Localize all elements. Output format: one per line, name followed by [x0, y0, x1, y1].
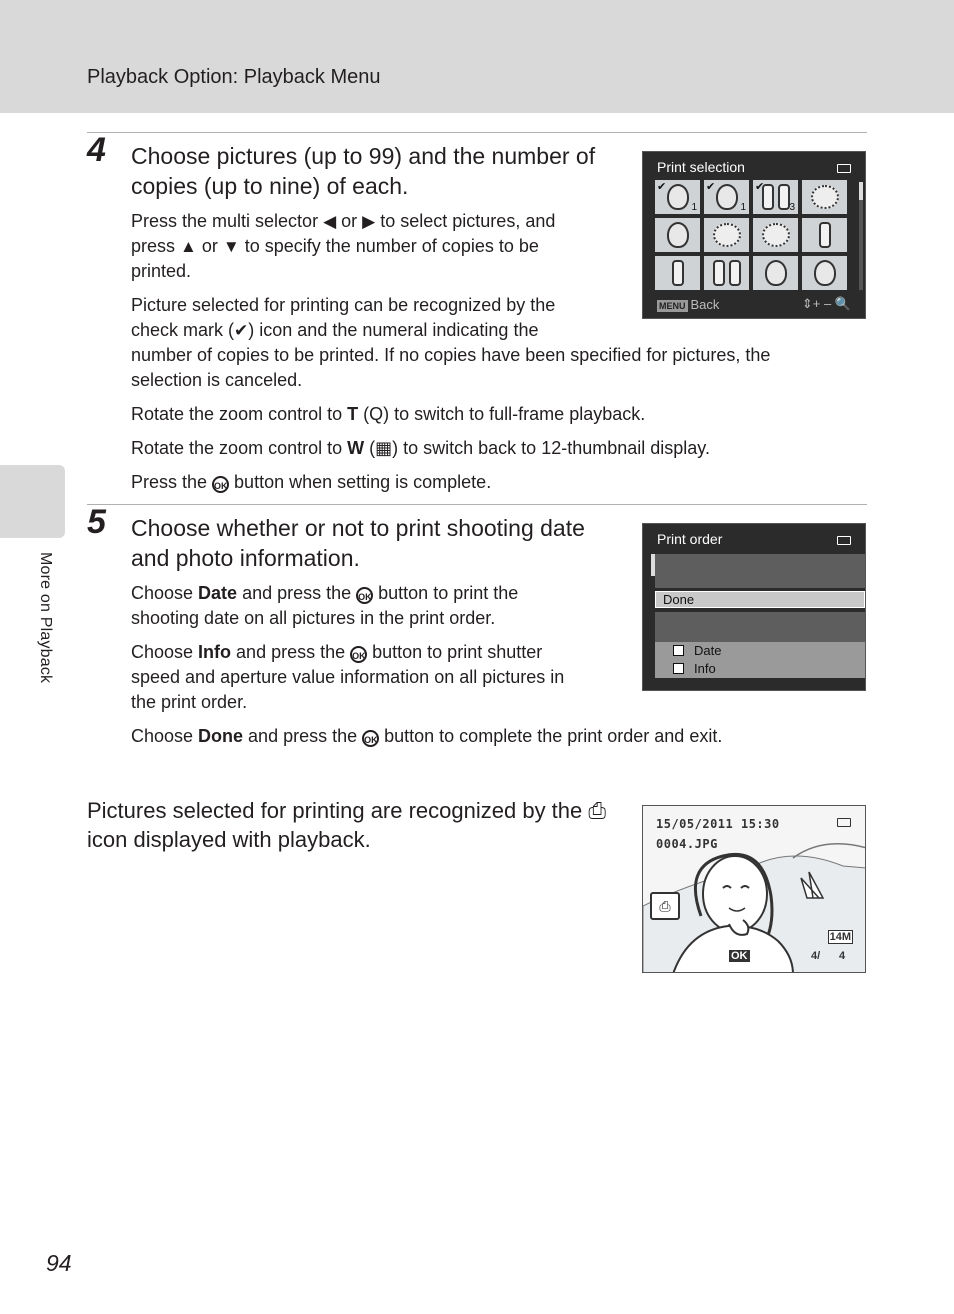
zoom-wide-icon: W — [347, 438, 365, 458]
playback-zoom-icon: Q — [369, 404, 384, 424]
step-5-paragraph-1: Choose Date and press the OK button to print the shooting date on all pictures in the print order. — [131, 583, 519, 628]
thumbnail[interactable] — [655, 256, 700, 290]
back-hint: MENU Back — [659, 297, 720, 312]
page-number: 94 — [46, 1250, 72, 1276]
step-4-paragraph-5: Press the OK button when setting is complete. — [131, 472, 492, 492]
total-frames: 4 — [839, 950, 846, 962]
step-4-title: Choose pictures (up to 99) and the number of copies (up to nine) of each. — [131, 143, 596, 199]
ok-button-icon: OK — [356, 587, 373, 604]
step-4-paragraph-1: Press the multi selector ◀ or ▶ to select pictures, and press ▲ or ▼ to specify the number of copies to be printed. — [131, 211, 556, 281]
ok-button-icon: OK — [350, 646, 367, 663]
copy-count: 1 — [740, 202, 746, 213]
check-mark-icon: ✔ — [657, 181, 667, 193]
step-number-5: 5 — [87, 503, 106, 541]
check-mark-icon: ✔ — [706, 181, 716, 193]
done-option[interactable]: Done — [655, 591, 865, 608]
image-size-badge: 14M — [829, 931, 851, 943]
thumbnail[interactable] — [704, 180, 749, 214]
divider — [87, 132, 867, 133]
ok-button-icon: OK — [212, 476, 229, 493]
print-selection-screen — [642, 151, 866, 319]
thumbnail[interactable] — [802, 256, 847, 290]
info-option[interactable]: Info — [673, 661, 716, 676]
multi-selector-left-icon: ◀ — [323, 212, 337, 231]
multi-selector-right-icon: ▶ — [362, 212, 376, 231]
thumbnail[interactable] — [704, 218, 749, 252]
step-4-paragraph-3: Rotate the zoom control to T (Q) to switch to full-frame playback. — [131, 404, 646, 424]
step-5-paragraph-3: Choose Done and press the OK button to complete the print order and exit. — [131, 726, 723, 746]
copy-count: 3 — [789, 202, 795, 213]
thumbnail-icon: ▦ — [375, 438, 393, 458]
ok-button-icon: OK — [731, 950, 748, 962]
zoom-hint: ⇕+ – 🔍 — [801, 296, 851, 311]
checkbox[interactable] — [673, 663, 684, 674]
menu-spacer — [655, 612, 865, 642]
step-4-paragraph-2: Picture selected for printing can be recognized by the check mark (✔) icon and the numeral indicating the number of copies to be printed. If no copies have been specified for pictures, the selection is canceled. — [131, 295, 771, 390]
copy-count: 1 — [691, 202, 697, 213]
thumbnail[interactable] — [704, 256, 749, 290]
portrait-photo — [643, 806, 866, 973]
divider — [87, 504, 867, 505]
thumbnail[interactable] — [753, 256, 798, 290]
scrollbar[interactable] — [859, 182, 863, 290]
screen-title: Print selection — [657, 159, 745, 175]
step-4-paragraph-4: Rotate the zoom control to W (▦) to switch back to 12-thumbnail display. — [131, 438, 710, 458]
frame-number: 4/ — [811, 950, 821, 962]
step-5-title: Choose whether or not to print shooting date and photo information. — [131, 515, 585, 571]
thumbnail-grid — [655, 180, 851, 291]
thumbnail[interactable] — [655, 180, 700, 214]
print-order-icon: ⎙ — [588, 798, 606, 823]
menu-button-icon: MENU — [659, 301, 686, 311]
thumbnail[interactable] — [802, 180, 847, 214]
date-time-stamp: 15/05/2011 15:30 — [656, 817, 780, 831]
check-mark-icon: ✔ — [234, 321, 249, 340]
thumbnail[interactable] — [753, 218, 798, 252]
options-panel — [655, 642, 865, 678]
magnifier-icon: 🔍 — [834, 296, 851, 311]
multi-selector-down-icon: ▼ — [222, 237, 240, 256]
screen-title: Print order — [657, 531, 723, 547]
battery-icon — [837, 818, 851, 827]
header-band — [0, 0, 954, 113]
date-option[interactable]: Date — [673, 643, 721, 658]
thumbnail[interactable] — [655, 218, 700, 252]
print-icon-note: Pictures selected for printing are recognized by the ⎙ icon displayed with playback. — [87, 798, 606, 852]
print-order-screen — [642, 523, 866, 691]
zoom-tele-icon: T — [347, 404, 359, 424]
multi-selector-up-icon: ▲ — [180, 237, 197, 256]
file-name: 0004.JPG — [656, 837, 718, 851]
thumbnail[interactable] — [802, 218, 847, 252]
battery-icon — [837, 164, 851, 173]
thumbnail[interactable] — [753, 180, 798, 214]
side-tab — [0, 465, 65, 538]
playback-screen — [642, 805, 866, 973]
check-mark-icon: ✔ — [755, 181, 765, 193]
ok-button-icon: OK — [362, 730, 379, 747]
print-order-icon: ⎙ — [650, 892, 680, 920]
page-header-title: Playback Option: Playback Menu — [87, 66, 381, 88]
step-number-4: 4 — [87, 131, 106, 169]
side-tab-label: More on Playback — [37, 552, 54, 684]
step-5-paragraph-2: Choose Info and press the OK button to print shutter speed and aperture value information on all pictures in the print order. — [131, 642, 565, 712]
menu-spacer — [655, 554, 865, 588]
scroll-indicator — [651, 554, 655, 576]
battery-icon — [837, 536, 851, 545]
checkbox[interactable] — [673, 645, 684, 656]
